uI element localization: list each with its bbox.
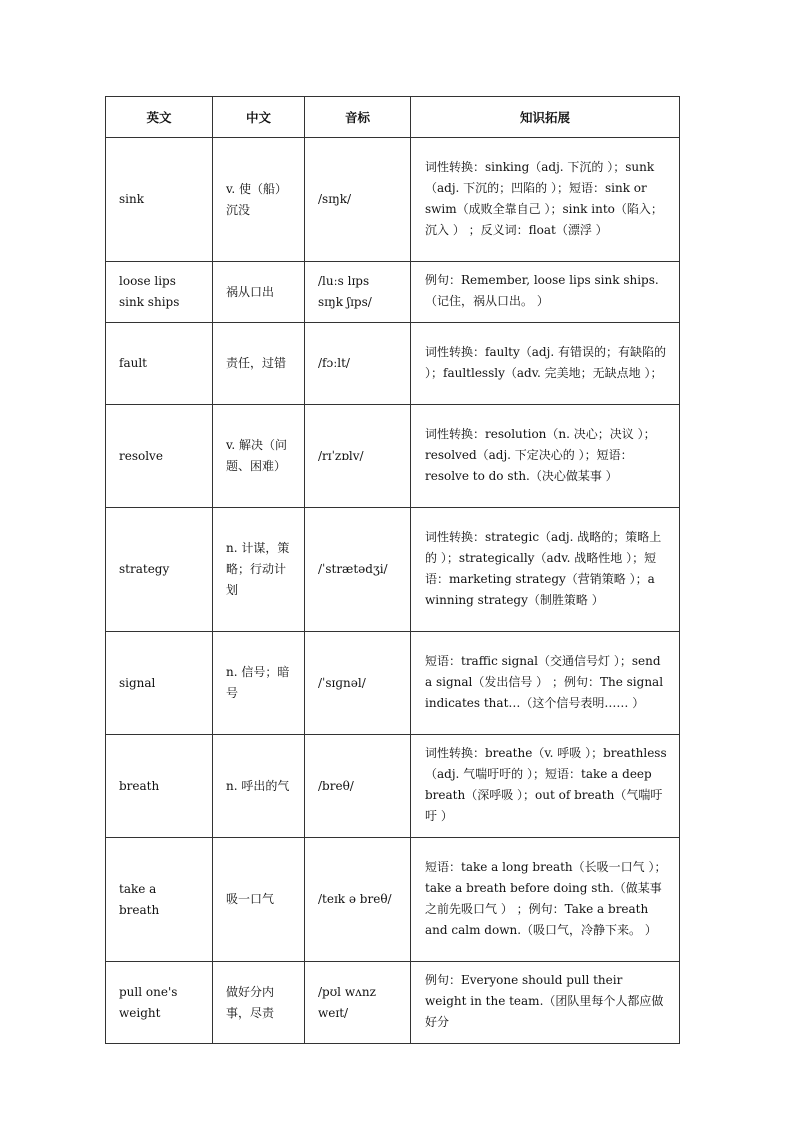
word-extension: 词性转换：strategic（adj. 战略的；策略上的 ）；strategically（adv. 战略性地 ）；短语：marketing strategy（营销策略 ）；a winning strategy（制胜策略 ）	[411, 508, 680, 632]
word-extension: 词性转换：resolution（n. 决心；决议 ）；resolved（adj. 下定决心的 ）；短语：resolve to do sth.（决心做某事 ）	[411, 405, 680, 508]
header-extension: 知识拓展	[411, 97, 680, 138]
word-phonetic: /ˈstrætədʒi/	[305, 508, 411, 632]
word-extension: 词性转换：breathe（v. 呼吸 ）；breathless（adj. 气喘吁吁的 ）；短语：take a deep breath（深呼吸 ）；out of breath（气喘吁吁 ）	[411, 735, 680, 838]
word-phonetic: /sɪŋk/	[305, 138, 411, 262]
table-row	[106, 508, 680, 632]
word-english: take a breath	[106, 838, 213, 962]
word-english: fault	[106, 323, 213, 405]
word-english: loose lips sink ships	[106, 262, 213, 323]
word-extension: 词性转换：faulty（adj. 有错误的；有缺陷的 ）；faultlessly（adv. 完美地；无缺点地 ）；	[411, 323, 680, 405]
word-chinese: v. 解决（问题、困难）	[213, 405, 305, 508]
header-english: 英文	[106, 97, 213, 138]
word-extension: 例句：Everyone should pull their weight in the team.（团队里每个人都应做好分	[411, 962, 680, 1044]
word-phonetic: /fɔːlt/	[305, 323, 411, 405]
word-chinese: v. 使（船）沉没	[213, 138, 305, 262]
word-english: pull one's weight	[106, 962, 213, 1044]
header-phonetic: 音标	[305, 97, 411, 138]
word-phonetic: /luːs lɪps sɪŋk ʃɪps/	[305, 262, 411, 323]
table-row	[106, 962, 680, 1044]
table-row	[106, 838, 680, 962]
word-chinese: n. 呼出的气	[213, 735, 305, 838]
table-row	[106, 262, 680, 323]
word-english: signal	[106, 632, 213, 735]
word-phonetic: /teɪk ə breθ/	[305, 838, 411, 962]
word-extension: 词性转换：sinking（adj. 下沉的 ）；sunk（adj. 下沉的；凹陷的 ）；短语：sink or swim（成败全靠自己 ）；sink into（陷入；沉入 ） ；反义词：float（漂浮 ）	[411, 138, 680, 262]
word-extension: 短语：traffic signal（交通信号灯 ）；send a signal（发出信号 ） ；例句：The signal indicates that…（这个信号表明…… ）	[411, 632, 680, 735]
table-row	[106, 138, 680, 262]
word-chinese: n. 信号；暗号	[213, 632, 305, 735]
word-english: resolve	[106, 405, 213, 508]
word-english: strategy	[106, 508, 213, 632]
word-extension: 例句：Remember, loose lips sink ships.（记住，祸从口出。 ）	[411, 262, 680, 323]
table-row	[106, 632, 680, 735]
table-row	[106, 735, 680, 838]
word-phonetic: /pʊl wʌnz weɪt/	[305, 962, 411, 1044]
table-header-row	[106, 97, 680, 138]
vocabulary-sheet	[105, 96, 679, 1044]
word-phonetic: /breθ/	[305, 735, 411, 838]
word-chinese: 祸从口出	[213, 262, 305, 323]
word-phonetic: /ˈsɪɡnəl/	[305, 632, 411, 735]
word-extension: 短语：take a long breath（长吸一口气 ）；take a breath before doing sth.（做某事之前先吸口气 ） ；例句：Take a breath and calm down.（吸口气，冷静下来。 ）	[411, 838, 680, 962]
word-english: breath	[106, 735, 213, 838]
word-chinese: 责任，过错	[213, 323, 305, 405]
table-row	[106, 405, 680, 508]
header-chinese: 中文	[213, 97, 305, 138]
vocabulary-table	[105, 96, 680, 1044]
word-chinese: 吸一口气	[213, 838, 305, 962]
word-chinese: 做好分内事，尽责	[213, 962, 305, 1044]
word-english: sink	[106, 138, 213, 262]
table-row	[106, 323, 680, 405]
word-chinese: n. 计谋，策略；行动计划	[213, 508, 305, 632]
word-phonetic: /rɪˈzɒlv/	[305, 405, 411, 508]
